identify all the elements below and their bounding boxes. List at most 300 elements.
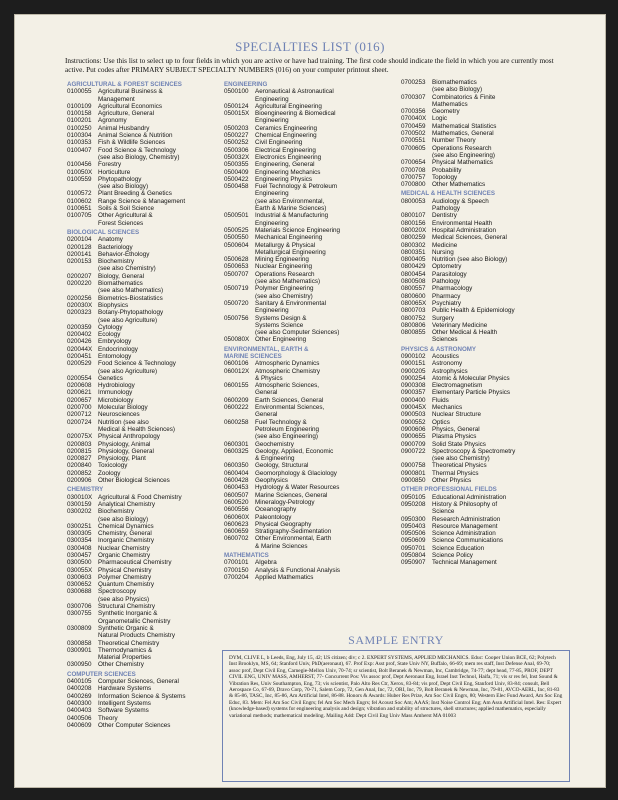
specialty-item [224, 110, 394, 125]
specialty-name: Systems Design & Systems Science (see also Computer Sciences) [255, 314, 340, 337]
specialty-code: 0500422 [224, 175, 249, 183]
specialty-name: Synthetic Inorganic & Organometallic Chemistry [98, 610, 171, 625]
specialty-item [67, 715, 217, 722]
specialty-name: Atomic & Molecular Physics [432, 374, 510, 382]
specialty-name: Immunology [98, 389, 133, 397]
specialty-code: 0500100 [224, 88, 249, 96]
specialty-name: Atmospheric Sciences, General [255, 382, 320, 397]
specialty-item [67, 110, 217, 117]
specialty-name: Physical Mathematics [432, 159, 493, 167]
specialty-code: 0100304 [67, 132, 92, 140]
specialty-code: 0800703 [401, 307, 426, 315]
specialty-item [67, 433, 217, 440]
specialty-name: Operations Research (see also Engineering) [432, 144, 496, 159]
section-heading: AGRICULTURAL & FOREST SCIENCES [67, 81, 182, 88]
specialty-code: 0700502 [401, 130, 426, 138]
specialty-name: Analytical Chemistry [98, 500, 156, 508]
specialty-name: Other Biological Sciences [98, 477, 170, 485]
specialty-name: Educational Administration [432, 493, 507, 501]
specialty-code: 0200128 [67, 243, 92, 251]
specialty-name: Cytology [98, 323, 123, 331]
specialty-item [224, 360, 394, 367]
specialty-item [67, 530, 217, 537]
specialty-name: Agricultural Engineering [255, 102, 322, 110]
specialty-name: Microbiology [98, 396, 134, 404]
specialty-code: 0700459 [401, 122, 426, 130]
specialty-code: 0500550 [224, 234, 249, 242]
specialty-item [224, 382, 394, 397]
specialty-name: Biometrics-Biostatistics [98, 294, 163, 302]
specialty-name: Quantum Chemistry [98, 581, 154, 589]
page-title: SPECIALTIES LIST (016) [235, 39, 385, 54]
specialty-item [224, 336, 394, 343]
specialty-code: 0300706 [67, 603, 92, 611]
specialty-code: 0900102 [401, 352, 426, 360]
specialty-code: 0100407 [67, 146, 92, 154]
specialty-name: Information Science & Systems [98, 692, 186, 700]
specialty-item [224, 404, 394, 419]
specialty-name: Physiology, Animal [98, 440, 151, 448]
specialty-code: 020030X [67, 301, 93, 309]
specialty-code: 0200256 [67, 294, 92, 302]
specialty-item [67, 273, 217, 280]
specialty-item [67, 574, 217, 581]
specialty-name: Surgery [432, 314, 455, 322]
specialty-code: 0500306 [224, 146, 249, 154]
specialty-code: 0200104 [67, 236, 92, 244]
specialty-code: 0950701 [401, 544, 426, 552]
specialty-item [67, 501, 217, 508]
specialty-code: 0600520 [224, 498, 249, 506]
specialty-item [401, 494, 576, 501]
specialty-name: Nuclear Structure [432, 411, 481, 419]
specialty-name: Elementary Particle Physics [432, 389, 511, 397]
specialty-code: 0500653 [224, 263, 249, 271]
specialty-code: 0600209 [224, 396, 249, 404]
specialty-name: Agricultural Economics [98, 102, 163, 110]
specialty-item [401, 145, 576, 160]
specialty-name: Theoretical Physics [432, 462, 487, 470]
specialty-name: Horticulture [98, 168, 131, 176]
specialty-code: 0500458 [224, 183, 249, 191]
specialty-item [67, 494, 217, 501]
specialty-code: 0200608 [67, 382, 92, 390]
specialty-item [224, 285, 394, 300]
specialty-item [67, 295, 217, 302]
specialty-name: Pharmacology [432, 285, 473, 293]
specialty-code: 0200712 [67, 411, 92, 419]
specialty-item [67, 198, 217, 205]
specialty-name: Agronomy [98, 117, 127, 125]
specialty-code: 0600404 [224, 469, 249, 477]
specialty-item [67, 722, 217, 729]
specialty-code: 050015X [224, 110, 250, 118]
specialty-code: 0100572 [67, 190, 92, 198]
specialty-code: 0300159 [67, 500, 92, 508]
specialty-name: Toxicology [98, 462, 128, 470]
specialty-item [67, 581, 217, 588]
specialty-item [67, 523, 217, 530]
specialty-name: Other Medical & Health Sciences [432, 329, 498, 344]
specialty-code: 0700101 [224, 559, 249, 567]
specialty-code: 0600155 [224, 382, 249, 390]
specialty-name: Phytopathology (see also Biology) [98, 175, 149, 191]
specialty-item [401, 329, 576, 344]
specialty-code: 0300500 [67, 559, 92, 567]
specialty-code: 050080X [224, 336, 250, 344]
specialty-code: 0800053 [401, 197, 426, 205]
specialty-item [401, 382, 576, 389]
specialty-name: Mechanical Engineering [255, 234, 323, 242]
specialty-code: 0100158 [67, 110, 92, 118]
specialty-name: Computer Sciences, General [98, 678, 179, 686]
specialty-code: 0200153 [67, 258, 92, 266]
specialty-code: 0300202 [67, 508, 92, 516]
specialty-item [67, 640, 217, 647]
specialty-name: Biology, General [98, 272, 145, 280]
specialty-name: Biophysics [98, 301, 129, 309]
specialty-code: 0500409 [224, 168, 249, 176]
specialty-name: Pharmaceutical Chemistry [98, 559, 172, 567]
specialty-item [224, 368, 394, 383]
specialty-name: Plasma Physics [432, 433, 477, 441]
specialty-item [224, 567, 394, 574]
section-heading: ENGINEERING [224, 81, 268, 88]
specialty-code: 0200724 [67, 418, 92, 426]
specialty-name: Medical Sciences, General [432, 234, 507, 242]
specialty-item [401, 477, 576, 484]
specialty-item [401, 271, 576, 278]
specialty-item [67, 700, 217, 707]
specialty-code: 0400403 [67, 707, 92, 715]
specialty-code: 0200426 [67, 338, 92, 346]
specialty-code: 0500720 [224, 299, 249, 307]
specialty-item [67, 419, 217, 434]
specialty-code: 0600507 [224, 491, 249, 499]
specialty-code: 0800259 [401, 234, 426, 242]
specialty-code: 0950609 [401, 537, 426, 545]
specialty-item [224, 234, 394, 241]
specialty-item [224, 477, 394, 484]
specialty-item [401, 537, 576, 544]
specialty-name: Biochemistry (see also Biology) [98, 508, 149, 523]
specialty-name: Electronics Engineering [255, 153, 322, 161]
specialty-name: Public Health & Epidemiology [432, 307, 515, 315]
specialty-code: 0600556 [224, 506, 249, 514]
sample-entry-text: DYM, CLIVE L, b Leeds, Eng, July 15, 42; US citizen; div; c 2. EXPERT SYSTEMS, APPLIED MECHANICS. Educ: Cooper Union BCE, 62; Polytech Inst Brooklyn, MS, 64; Stanford Univ, PhD(aeronaut), 67. Prof Exp: Asst prof, State Univ NY, Buffalo, 66-69; mem res staff, Inst Defense Anal, 69-70; assoc prof, Dept Civil Eng, Carnegie-Mellon Univ, 70-74; sr scientist, Bolt Beranek & Newman, Inc, Cambridge, 74-77; dept head, 77-85, PROF, DEPT CIVIL ENG, UNIV MASS, AMHERST, 77- Concurrent Pos: Vis assoc prof, Dept Aeronaut Eng, Israel Inst Technol, Haifa, 71; vis sr res fel, Inst Sound & Vibration Res, Univ Southampton, Eng, 73; vis scientist, Palo Alto Res Ctr, Xerox, 83-84; vis prof, Dept Civil Eng, Stanford Univ, 83-84; consult, Bell Aerospace Co, 67-69, Dravo Corp, 70-71, Salem Corp, 72, Gen Anal, Inc, 72, ORI, Inc, 79, Bolt Beranek & Newman, Inc, 79-81, AVCO-AERL, Inc, 81-83 & 85-86, TASC, Inc, 85-86, Am Artificial Intel, 86-88. Honors & Awards: Huber Res Prize, Am Soc Civil Engrs, 80; Western Elec Fund Award, Am Soc Eng Educ, 83. Mem: Fel Am Soc Civil Engrs; fel Am Soc Mech Engrs; fel Acoust Soc Am; AAAS; Inst Noise Control Eng; Am Assn Artificial Intel. Res: Expert (knowledge-based) systems for engineering analysis and design; vibration and stability of structures, shell structures; applied mathematics, especially variational methods; mathematical modeling. Mailing Add: Dept Civil Eng Univ Mass Amherst MA 01003 [222, 650, 570, 782]
specialty-item [67, 382, 217, 389]
specialty-code: 0500355 [224, 161, 249, 169]
specialty-item [224, 212, 394, 227]
specialty-name: Physics, General [432, 425, 480, 433]
specialty-name: Other Agricultural & Forest Sciences [98, 212, 153, 227]
specialty-item [401, 426, 576, 433]
specialty-code: 0400609 [67, 721, 92, 729]
specialty-item [401, 360, 576, 367]
specialty-code: 0600702 [224, 535, 249, 543]
specialty-code: 0800429 [401, 263, 426, 271]
specialty-name: Neurosciences [98, 411, 140, 419]
specialty-name: Endocrinology [98, 345, 138, 353]
specialty-name: Mechanics [432, 404, 463, 412]
specialty-name: Organic Chemistry [98, 552, 151, 559]
specialty-name: Mathematical Statistics [432, 122, 497, 130]
specialty-item [67, 588, 217, 603]
specialty-code: 090045X [401, 404, 427, 412]
specialty-item [401, 137, 576, 144]
specialty-name: Science Communications [432, 537, 504, 545]
specialty-item [224, 528, 394, 535]
specialty-item [401, 307, 576, 314]
specialty-name: Combinatorics & Finite Mathematics [432, 93, 496, 108]
specialty-name: Spectroscopy (see also Physics) [98, 588, 150, 603]
specialty-item [224, 462, 394, 469]
specialty-name: Physical Chemistry [98, 566, 152, 574]
specialty-code: 070040X [401, 115, 427, 123]
specialty-code: 0800156 [401, 219, 426, 227]
specialty-code: 0300457 [67, 552, 92, 559]
specialty-item [67, 205, 217, 212]
specialty-code: 0200207 [67, 272, 92, 280]
specialty-item [67, 470, 217, 477]
specialty-name: Geomorphology & Glaciology [255, 469, 337, 477]
specialty-code: 0900606 [401, 425, 426, 433]
specialty-item [401, 433, 576, 440]
specialty-name: Environmental Sciences, General [255, 404, 325, 419]
specialty-code: 0950403 [401, 522, 426, 530]
specialty-code: 0300809 [67, 624, 92, 632]
specialty-name: Ceramics Engineering [255, 124, 317, 132]
specialty-name: Pathology [432, 278, 461, 286]
specialty-item [224, 574, 394, 581]
specialty-item [401, 501, 576, 516]
specialty-item [401, 322, 576, 329]
specialty-name: Range Science & Management [98, 197, 186, 205]
specialty-item [67, 139, 217, 146]
specialty-name: Stratigraphy-Sedimentation [255, 528, 332, 536]
specialty-name: Dentistry [432, 212, 457, 220]
specialty-item [401, 300, 576, 307]
specialty-name: Engineering, General [255, 161, 315, 169]
specialty-code: 0900254 [401, 374, 426, 382]
specialty-name: Soils & Soil Science [98, 205, 154, 213]
specialty-name: Synthetic Organic & Natural Products Chemistry [98, 624, 175, 640]
specialty-name: Geophysics [255, 477, 288, 485]
specialty-item [401, 115, 576, 122]
specialty-item [401, 181, 576, 188]
specialty-name: Algebra [255, 559, 277, 567]
specialty-name: Analysis & Functional Analysis [255, 566, 341, 574]
specialty-item [224, 397, 394, 404]
specialty-code: 0800405 [401, 256, 426, 264]
specialty-item [67, 302, 217, 309]
specialty-item [401, 174, 576, 181]
specialty-code: 0100055 [67, 88, 92, 96]
specialty-name: Structural Chemistry [98, 603, 156, 611]
specialty-code: 0600453 [224, 484, 249, 492]
specialty-name: Other Mathematics [432, 181, 486, 189]
specialty-item [401, 234, 576, 241]
specialty-item [67, 169, 217, 176]
specialty-item [224, 176, 394, 183]
specialty-name: Probability [432, 166, 462, 174]
sample-entry [222, 633, 570, 782]
specialty-code: 0200621 [67, 389, 92, 397]
specialty-name: Thermodynamics & Material Properties [98, 646, 153, 662]
specialty-name: Applied Mathematics [255, 573, 314, 581]
specialty-code: 0700204 [224, 573, 249, 581]
specialty-item [401, 159, 576, 166]
specialty-code: 0900308 [401, 382, 426, 390]
specialty-item [224, 499, 394, 506]
specialty-name: Ecology [98, 331, 121, 339]
specialty-name: Food Science & Technology (see also Agriculture) [98, 360, 176, 375]
specialty-code: 0300251 [67, 522, 92, 530]
specialty-name: Fuel Technology & Petroleum Engineering (see also Environmental, Earth & Marine Sciences) [255, 183, 338, 213]
specialty-item [401, 130, 576, 137]
specialty-item [67, 161, 217, 168]
section-heading: PHYSICS & ASTRONOMY [401, 345, 477, 353]
specialty-code: 020075X [67, 433, 93, 441]
specialty-item [401, 397, 576, 404]
specialty-item [224, 484, 394, 491]
document-page [14, 14, 606, 788]
specialty-code: 0200402 [67, 331, 92, 339]
specialty-code: 0800351 [401, 248, 426, 256]
specialty-item [401, 516, 576, 523]
specialty-code: 030055X [67, 566, 93, 574]
specialty-code: 0300408 [67, 544, 92, 552]
specialty-item [67, 707, 217, 714]
specialty-code: 0900850 [401, 477, 426, 485]
specialty-code: 0800557 [401, 285, 426, 293]
specialty-name: Engineering Physics [255, 175, 313, 183]
specialty-item [224, 300, 394, 315]
specialty-item [67, 389, 217, 396]
specialty-name: Veterinary Medicine [432, 321, 488, 329]
specialty-item [67, 176, 217, 191]
specialty-code: 0200906 [67, 477, 92, 485]
specialty-code: 0100109 [67, 102, 92, 110]
specialty-name: Molecular Biology [98, 404, 148, 412]
specialty-code: 0700356 [401, 108, 426, 116]
specialty-item [67, 477, 217, 484]
specialty-name: Chemical Engineering [255, 132, 317, 140]
specialty-code: 0700551 [401, 137, 426, 145]
specialty-code: 0100250 [67, 124, 92, 132]
specialty-name: Astrophysics [432, 367, 468, 375]
specialty-code: 030010X [67, 493, 93, 501]
specialty-name: Intelligent Systems [98, 699, 151, 707]
specialty-code: 080065X [401, 299, 427, 307]
specialty-name: Animal Science & Nutrition [98, 132, 173, 140]
specialty-item [67, 455, 217, 462]
specialty-item [224, 88, 394, 103]
specialty-code: 0700708 [401, 166, 426, 174]
specialty-name: Food Science & Technology (see also Biology, Chemistry) [98, 146, 180, 161]
specialty-code: 0400300 [67, 699, 92, 707]
specialty-item [224, 169, 394, 176]
specialty-column-1 [67, 79, 217, 729]
specialty-item [67, 353, 217, 360]
specialty-code: 0400269 [67, 692, 92, 700]
specialty-name: Behavior-Ethology [98, 250, 150, 258]
specialty-name: Number Theory [432, 137, 476, 145]
specialty-item [67, 537, 217, 544]
specialty-name: Thermal Physics [432, 469, 479, 477]
specialty-item [401, 123, 576, 130]
specialty-code: 0800752 [401, 314, 426, 322]
specialty-name: Physical Geography [255, 520, 312, 528]
specialty-name: Technical Management [432, 559, 497, 567]
specialty-item [401, 94, 576, 109]
specialty-item [401, 293, 576, 300]
specialty-code: 0200700 [67, 404, 92, 412]
specialty-item [67, 678, 217, 685]
specialty-name: Forestry [98, 161, 122, 169]
specialty-code: 0950105 [401, 493, 426, 501]
specialty-code: 0950907 [401, 559, 426, 567]
specialty-item [224, 470, 394, 477]
specialty-name: Astronomy [432, 360, 463, 368]
specialty-code: 0200323 [67, 309, 92, 317]
specialty-code: 0500124 [224, 102, 249, 110]
specialty-code: 0900151 [401, 360, 426, 368]
specialty-item [67, 441, 217, 448]
specialty-name: Other Environmental, Earth & Marine Sciences [255, 535, 332, 550]
specialty-name: Engineering Mechanics [255, 168, 321, 176]
specialty-name: Geochemistry [255, 440, 294, 448]
specialty-item [67, 331, 217, 338]
specialty-code: 0200827 [67, 455, 92, 463]
specialty-item [401, 404, 576, 411]
specialty-code: 0300354 [67, 537, 92, 545]
specialty-item [401, 242, 576, 249]
specialty-name: Other Physics [432, 477, 472, 485]
specialty-name: Plant Breeding & Genetics [98, 190, 172, 198]
specialty-code: 0200840 [67, 462, 92, 470]
specialty-item [67, 610, 217, 625]
instructions-paragraph: Instructions: Use this list to select up to four fields in which you are active or have had training. The first code should indicate the field in which you are currently most active. Put codes after PRIMARY SUBJECT SPECIALTY NUMBERS (016) on your computer printout sheet. [65, 56, 554, 74]
section-heading: BIOLOGICAL SCIENCES [67, 228, 140, 236]
specialty-name: Fuel Technology & Petroleum Engineering (see also Engineering) [255, 418, 320, 441]
specialty-name: Zoology [98, 469, 121, 477]
specialty-item [401, 212, 576, 219]
specialty-name: Agriculture, General [98, 110, 154, 118]
specialty-name: Mining Engineering [255, 256, 309, 264]
specialty-name: Spectroscopy & Spectrometry (see also Chemistry) [432, 447, 516, 463]
specialty-item [67, 508, 217, 523]
specialty-name: Oceanography [255, 506, 297, 514]
section-heading: CHEMISTRY [67, 486, 104, 494]
specialty-item [401, 448, 576, 463]
specialty-name: Genetics [98, 374, 123, 382]
specialty-name: History & Philosophy of Science [432, 500, 498, 516]
section-heading: MATHEMATICS [224, 552, 269, 559]
specialty-code: 0950300 [401, 515, 426, 523]
specialty-name: Sanitary & Environmental Engineering [255, 299, 327, 315]
specialty-code: 0800600 [401, 292, 426, 300]
specialty-code: 0700605 [401, 144, 426, 152]
specialty-item [67, 338, 217, 345]
specialty-code: 0600258 [224, 418, 249, 426]
specialty-item [224, 103, 394, 110]
sample-entry-heading: SAMPLE ENTRY [348, 633, 444, 647]
specialty-code: 0100456 [67, 161, 92, 169]
specialty-code: 050032X [224, 153, 250, 161]
specialty-code: 0500525 [224, 226, 249, 234]
specialty-code: 0100559 [67, 175, 92, 183]
